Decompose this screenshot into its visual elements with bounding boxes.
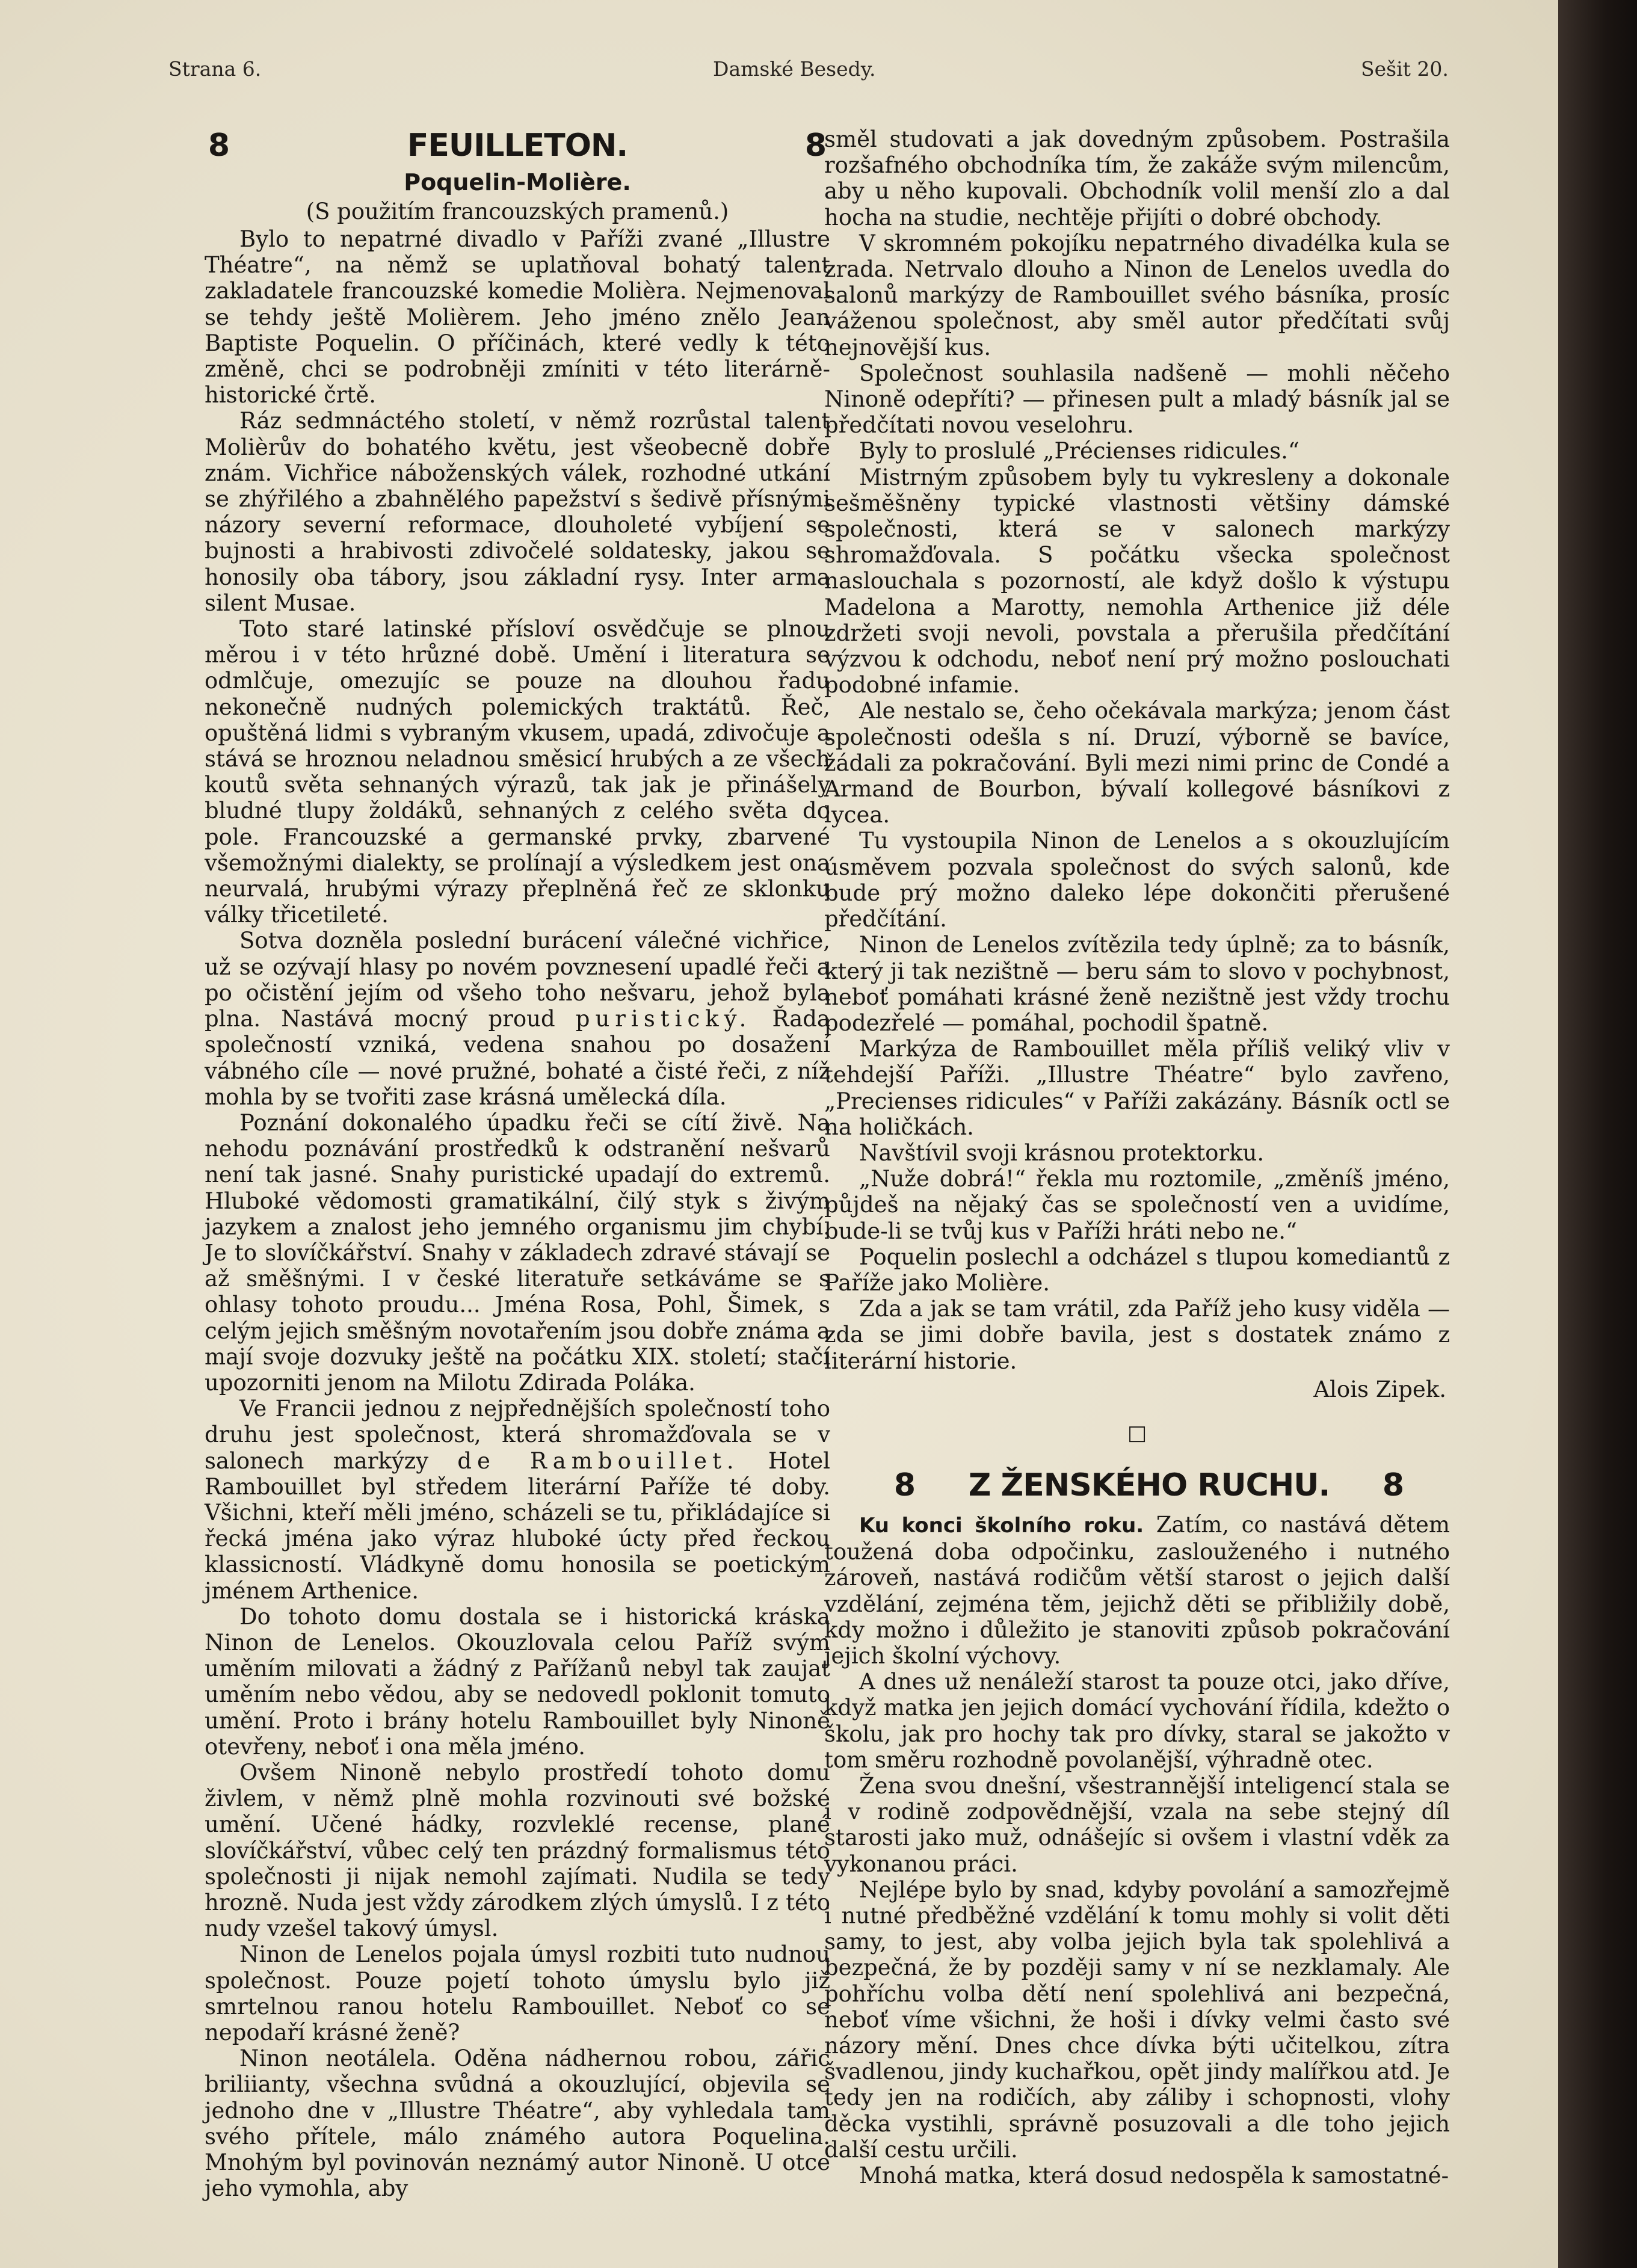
paragraph: Poquelin poslechl a odcházel s tlupou komediantů z Paříže jako Molière. <box>824 1243 1450 1296</box>
paragraph: Zda a jak se tam vrátil, zda Paříž jeho kusy viděla — zda se jimi dobře bavila, jest s dostatek známo z literární historie. <box>824 1296 1450 1374</box>
paragraph: Mistrným způsobem byly tu vykresleny a dokonale sešměšněny typické vlastnosti většiny dámské společnosti, která se v salonech markýzy shromažďovala. S počátku všecka společnost naslouchala s pozorností, ale když došlo k výstupu Madelona a Marotty, nemohla Arthenice již déle zdržeti svoji nevoli, povstala a přerušila předčítání výzvou k odchodu, neboť není prý možno poslouchati podobné infamie. <box>824 464 1450 698</box>
paragraph-text: Zatím, co nastává dětem toužená doba odpočinku, zaslouženého i nutného zároveň, nastává rodičům větší starost o jejich další vzdělání, zejména těm, jejichž děti se přibližily době, kdy možno i důležito je stanoviti způsob pokračování jejich školní výchovy. <box>824 1511 1450 1669</box>
spaced-word: de Rambouillet. <box>457 1447 739 1474</box>
article-title: Poquelin-Molière. <box>404 169 631 196</box>
paragraph: Toto staré latinské přísloví osvědčuje se plnou měrou i v této hrůzné době. Umění i literatura se odmlčuje, omezujíc se pouze na dlouhou řadu nekonečně nudných polemických traktátů. Řeč, opuštěná lidmi s vybraným vkusem, upadá, zdivočuje a stává se hroznou neladnou směsicí hrubých a ze všech koutů světa sehnaných výrazů, tak jak je přinášely bludné tlupy žoldáků, sehnaných z celého světa do pole. Francouzské a germanské prvky, zbarvené všemožnými dialekty, se prolínají a výsledkem jest ona neurvalá, hrubými výrazy přeplněná řeč ze sklonku války třicetileté. <box>205 616 830 928</box>
left-column <box>205 126 830 2201</box>
ruch-title: Z ŽENSKÉHO RUCHU. <box>968 1467 1330 1504</box>
paragraph: Ráz sedmnáctého století, v němž rozrůstal talent Molièrův do bohatého květu, jest všeobecně dobře znám. Vichřice náboženských válek, rozhodné utkání se zhýřilého a zbahnělého papežství s šedivě přísnými názory severní reformace, dlouholeté vybíjení se bujnosti a hrabivosti zdivočelé soldatesky, jakou se honosily oba tábory, jsou základní rysy. Inter arma silent Musae. <box>205 408 830 616</box>
paragraph: Ninon de Lenelos pojala úmysl rozbiti tuto nudnou společnost. Pouze pojetí tohoto úmyslu bylo již smrtelnou ranou hotelu Rambouillet. Neboť co se nepodaří krásné ženě? <box>205 1941 830 2046</box>
paragraph: Navštívil svoji krásnou protektorku. <box>859 1139 1265 1166</box>
paragraph-text: Řada společností vzniká, vedena snahou po dosažení vábného cíle — nové pružné, bohaté a čisté řeči, z níž mohla by se tvořiti zase krásná umělecká díla. <box>205 1006 830 1110</box>
author-signature: Alois Zipek. <box>1313 1376 1446 1402</box>
paragraph: Bylo to nepatrné divadlo v Paříži zvané „Illustre Théatre“, na němž se uplatňoval bohatý talent zakladatele francouzské komedie Molièra. Nejmenoval se tehdy ještě Molièrem. Jeho jméno znělo Jean Baptiste Poquelin. O příčinách, které vedly k této změně, chci se podrobněji zmíniti v této literárně-historické črtě. <box>205 226 830 408</box>
ornament-icon: 8 <box>1382 1467 1405 1504</box>
right-column <box>824 126 1450 2189</box>
ruch-heading <box>824 1468 1450 1503</box>
paragraph <box>205 1396 830 1604</box>
paragraph: Žena svou dnešní, všestrannější inteligencí stala se i v rodině zodpovědnější, vzala na sebe stejný díl starosti jako muž, odnášejíc si ovšem i vlastní vděk za vykonanou práci. <box>824 1772 1450 1877</box>
paragraph: Mnohá matka, která dosud nedospěla k samostatné- <box>859 2163 1449 2189</box>
issue-number: Sešit 20. <box>1361 57 1449 81</box>
paragraph: Ale nestalo se, čeho očekávala markýza; jenom část společnosti odešla s ní. Druzí, výborně se bavíce, žádali za pokračování. Byli mezi nimi princ de Condé a Armand de Bourbon, bývalí kollegové básníkovi z lycea. <box>824 698 1450 828</box>
separator-icon: □ <box>1127 1420 1147 1445</box>
paragraph: „Nuže dobrá!“ řekla mu roztomile, „změníš jméno, půjdeš na nějaký čas se společností ven a uvidíme, bude-li se tvůj kus v Paříži hráti nebo ne.“ <box>824 1166 1450 1244</box>
ornament-icon: 8 <box>804 128 827 164</box>
paragraph-text: Ve Francii jednou z nejpřednějších společností toho druhu jest společnost, která shromažďovala se v salonech markýzy <box>205 1396 830 1474</box>
page-edge <box>1558 0 1637 2268</box>
paragraph: Markýza de Rambouillet měla příliš veliký vliv v tehdejší Paříži. „Illustre Théatre“ bylo zavřeno, „Precienses ridicules“ v Paříži zakázány. Básník octl se na holičkách. <box>824 1036 1450 1140</box>
article-note: (S použitím francouzských pramenů.) <box>306 199 729 224</box>
paragraph <box>205 928 830 1109</box>
paragraph: Nejlépe bylo by snad, kdyby povolání a samozřejmě i nutné předběžné vzdělání k tomu mohly si volit děti samy, to jest, aby volba jejich byla tak spolehlivá a bezpečná, že by později samy v ní se nezklamaly. Ale pohříchu volba dětí není spolehlivá ani bezpečná, neboť víme všichni, že hoši i dívky velmi často své názory mění. Dnes chce dívka býti učitelkou, zítra švadlenou, jindy kuchařkou, opět jindy malířkou atd. Je tedy jen na rodičích, aby záliby i schopnosti, vlohy děcka vystihli, správně posuzovali a dle toho jejich další cestu určili. <box>824 1876 1450 2163</box>
paragraph-text: Sotva dozněla poslední burácení válečné vichřice, už se ozývají hlasy po novém povznesení upadlé řeči a po očistění jejím od všeho toho nešvaru, jehož byla plna. Nastává mocný proud <box>205 928 830 1032</box>
paragraph: Poznání dokonalého úpadku řeči se cítí živě. Na nehodu poznávání prostředků k odstranění nešvarů není tak jasné. Snahy puristické upadají do extremů. Hluboké vědomosti gramatikální, čilý styk s živým jazykem a znalost jeho jemného organismu jim chybí. Je to slovíčkářství. Snahy v základech zdravé stávají se až směšnými. I v české literatuře setkáváme se s ohlasy tohoto proudu... Jména Rosa, Pohl, Šimek, s celým jejich směšným novotařením jsou dobře známa a mají svoje dozvuky ještě na počátku XIX. století; stačí upozorniti jenom na Milotu Zdirada Poláka. <box>205 1109 830 1396</box>
spaced-word: puristický. <box>575 1006 752 1032</box>
paragraph: Ovšem Ninoně nebylo prostředí tohoto domu živlem, v němž plně mohla rozvinouti své božské umění. Učené hádky, rozvleklé recense, plané slovíčkářství, vůbec celý ten prázdný formalismus této společnosti ji nijak nemohl zajímati. Nudila se tedy hrozně. Nuda jest vždy zárodkem zlých úmyslů. I z této nudy vzešel takový úmysl. <box>205 1759 830 1942</box>
publication-title: Damské Besedy. <box>713 57 876 81</box>
paragraph <box>824 1512 1450 1669</box>
paragraph-text: Hotel Rambouillet byl středem literární Paříže té doby. Všichni, kteří měli jméno, scházeli se tu, přikládajíce si řecká jména jako výraz hluboké úcty před řeckou klassicností. Vládkyně domu honosila se poetickým jménem Arthenice. <box>205 1447 831 1604</box>
paragraph: Společnost souhlasila nadšeně — mohli něčeho Ninoně odepříti? — přinesen pult a mladý básník jal se předčítati novou veselohru. <box>824 360 1450 439</box>
page-number: Strana 6. <box>168 57 262 81</box>
paragraph: Do tohoto domu dostala se i historická kráska Ninon de Lenelos. Okouzlovala celou Paříž svým uměním milovati a žádný z Pařížanů nebyl tak zaujat uměním nebo vědou, aby se nedovedl poklonit tomuto umění. Proto i brány hotelu Rambouillet byly Ninoně otevřeny, neboť i ona měla jméno. <box>205 1603 830 1760</box>
feuilleton-heading <box>205 129 830 164</box>
paragraph: Byly to proslulé „Précienses ridicules.“ <box>859 438 1299 464</box>
ornament-icon: 8 <box>893 1467 916 1504</box>
ornament-icon: 8 <box>208 128 230 164</box>
lead-heading: Ku konci školního roku. <box>859 1513 1144 1538</box>
feuilleton-title: FEUILLETON. <box>407 128 628 164</box>
paragraph: Ninon neotálela. Oděna nádhernou robou, zářic briliianty, všechna svůdná a okouzlující, objevila se jednoho dne v „Illustre Théatre“, aby vyhledala tam svého přítele, málo známého autora Poquelina. Mnohým byl povinován neznámý autor Ninoně. U otce jeho vymohla, aby <box>205 2045 830 2202</box>
paragraph: směl studovati a jak dovedným způsobem. Postrašila rozšafného obchodníka tím, že zakáže svým milencům, aby u něho kupovali. Obchodník volil menší zlo a dal hocha na studie, nechtěje přijíti o dobré obchody. <box>824 126 1450 230</box>
paragraph: V skromném pokojíku nepatrného divadélka kula se zrada. Netrvalo dlouho a Ninon de Lenelos uvedla do salonů markýzy de Rambouillet svého básníka, prosíc váženou společnost, aby směl autor předčítati svůj nejnovější kus. <box>824 230 1450 360</box>
paragraph: A dnes už nenáleží starost ta pouze otci, jako dříve, když matka jen jejich domácí vychování řídila, kdežto o školu, jak pro hochy tak pro dívky, staral se jakožto v tom směru rozhodně povolanější, výhradně otec. <box>824 1669 1450 1773</box>
paragraph: Tu vystoupila Ninon de Lenelos a s okouzlujícím úsměvem pozvala společnost do svých salonů, kde bude prý možno daleko lépe dokončiti přerušené předčítání. <box>824 828 1450 932</box>
paragraph: Ninon de Lenelos zvítězila tedy úplně; za to básník, který ji tak nezištně — beru sám to slovo v pochybnost, neboť pomáhati krásné ženě nezištně jest vždy trochu podezřelé — pomáhal, pochodil špatně. <box>824 932 1450 1036</box>
